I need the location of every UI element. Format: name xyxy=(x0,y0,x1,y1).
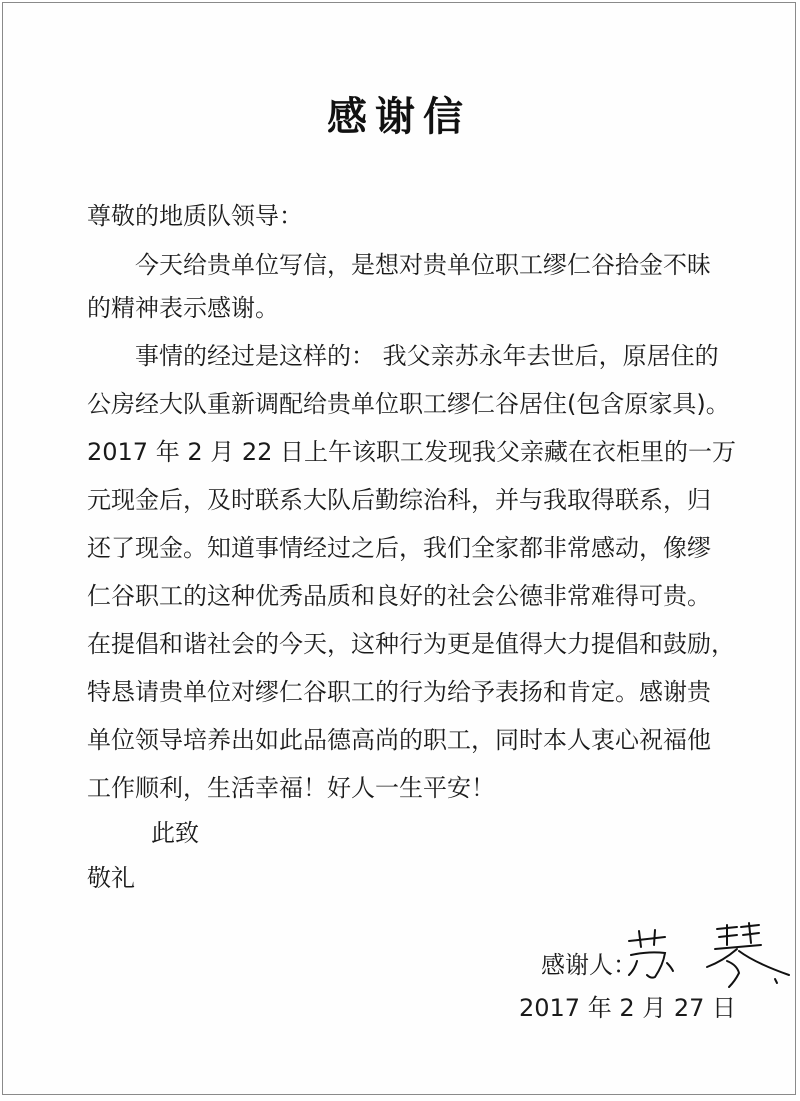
body-line-8: 仁谷职工的这种优秀品质和良好的社会公德非常难得可贵。 xyxy=(87,582,711,610)
closing-cizhi: 此致 xyxy=(151,819,199,847)
body-line-11: 单位领导培养出如此品德高尚的职工，同时本人衷心祝福他 xyxy=(87,726,711,754)
body-line-2: 的精神表示感谢。 xyxy=(87,294,279,322)
body-line-3: 事情的经过是这样的： 我父亲苏永年去世后，原居住的 xyxy=(135,342,719,370)
letter-date: 2017 年 2 月 27 日 xyxy=(519,994,737,1022)
body-line-10: 特恳请贵单位对缪仁谷职工的行为给予表扬和肯定。感谢贵 xyxy=(87,678,711,706)
body-line-7: 还了现金。知道事情经过之后，我们全家都非常感动，像缪 xyxy=(87,534,711,562)
body-line-5: 2017 年 2 月 22 日上午该职工发现我父亲藏在衣柜里的一万 xyxy=(87,438,737,466)
letter-title: 感谢信 xyxy=(327,94,471,140)
body-line-6: 元现金后，及时联系大队后勤综治科，并与我取得联系，归 xyxy=(87,486,711,514)
body-line-12: 工作顺利，生活幸福！好人一生平安！ xyxy=(87,774,495,802)
body-line-4: 公房经大队重新调配给贵单位职工缪仁谷居住(包含原家具)。 xyxy=(87,390,730,418)
body-line-1: 今天给贵单位写信，是想对贵单位职工缪仁谷拾金不昧 xyxy=(135,251,711,279)
salutation: 尊敬的地质队领导： xyxy=(87,202,303,230)
closing-jingli: 敬礼 xyxy=(87,864,135,892)
handwritten-signature xyxy=(625,921,795,991)
signer-label: 感谢人： xyxy=(541,951,637,979)
body-line-9: 在提倡和谐社会的今天，这种行为更是值得大力提倡和鼓励， xyxy=(87,630,735,658)
letter-page xyxy=(2,2,796,1095)
